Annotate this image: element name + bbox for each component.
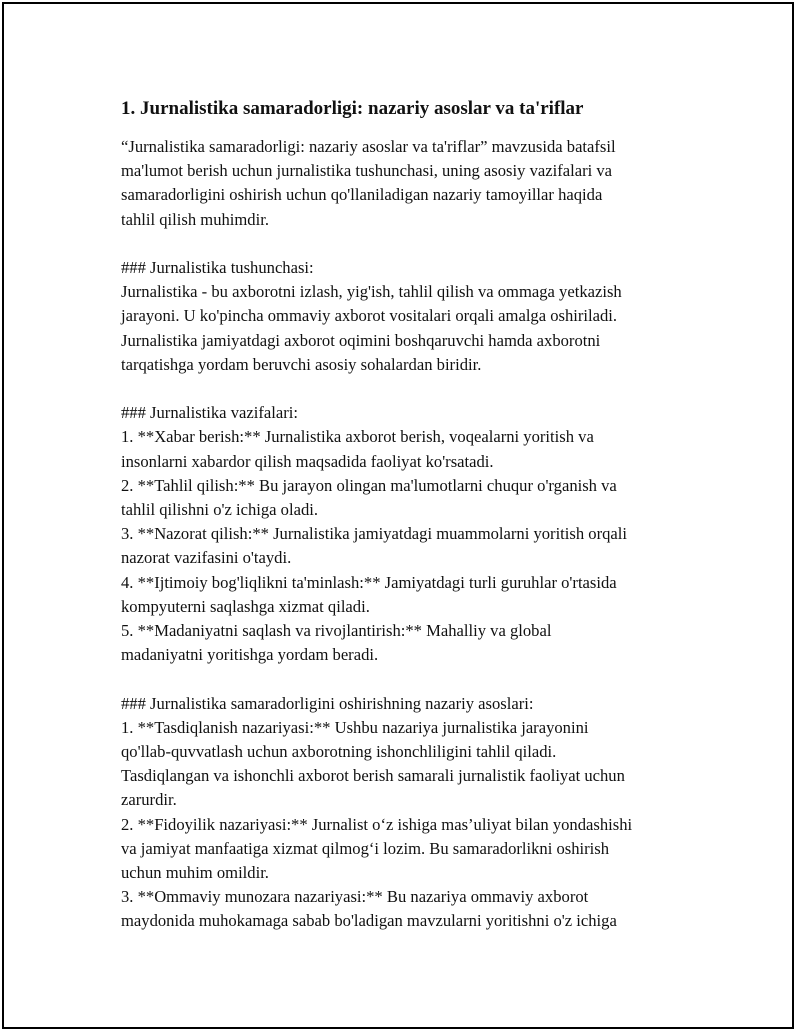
blank-line: [121, 232, 701, 256]
text-line: tarqatishga yordam beruvchi asosiy sohalardan biridir.: [121, 354, 482, 374]
blank-line: [121, 667, 701, 691]
document-body: [121, 96, 701, 934]
text-line: “Jurnalistika samaradorligi: nazariy asoslar va ta'riflar” mavzusida batafsil: [121, 137, 616, 156]
text-line: Tasdiqlangan va ishonchli axborot berish samarali jurnalistik faoliyat uchun: [121, 766, 625, 786]
text-line: kompyuterni saqlashga xizmat qiladi.: [121, 596, 370, 616]
blank-line: [121, 377, 701, 401]
text-line: insonlarni xabardor qilish maqsadida faoliyat ko'rsatadi.: [121, 451, 494, 471]
text-line: tahlil qilishni o'z ichiga oladi.: [121, 500, 319, 520]
text-line: maydonida muhokamaga sabab bo'ladigan mavzularni yoritishni o'z ichiga: [121, 911, 617, 931]
text-line: zarurdir.: [121, 790, 177, 810]
text-line: Jurnalistika jamiyatdagi axborot oqimini boshqaruvchi hamda axborotni: [121, 330, 601, 350]
text-line: uchun muhim omildir.: [121, 863, 269, 883]
text-line: Jurnalistika - bu axborotni izlash, yig'ish, tahlil qilish va ommaga yetkazish: [121, 282, 622, 302]
section-heading: ### Jurnalistika samaradorligini oshirishning nazariy asoslari:: [121, 693, 534, 713]
list-item: 5. **Madaniyatni saqlash va rivojlantirish:** Mahalliy va global: [121, 621, 552, 641]
text-line: va jamiyat manfaatiga xizmat qilmog‘i lozim. Bu samaradorlikni oshirish: [121, 838, 610, 858]
list-item: 1. **Tasdiqlanish nazariyasi:** Ushbu nazariya jurnalistika jarayonini: [121, 717, 589, 737]
list-item: 4. **Ijtimoiy bog'liqlikni ta'minlash:** Jamiyatdagi turli guruhlar o'rtasida: [121, 572, 617, 592]
list-item: 3. **Nazorat qilish:** Jurnalistika jamiyatdagi muammolarni yoritish orqali: [121, 524, 628, 544]
text-line: ma'lumot berish uchun jurnalistika tushunchasi, uning asosiy vazifalari va: [121, 161, 613, 181]
text-line: nazorat vazifasini o'taydi.: [121, 548, 292, 568]
list-item: 1. **Xabar berish:** Jurnalistika axborot berish, voqealarni yoritish va: [121, 427, 594, 447]
section-heading: ### Jurnalistika tushunchasi:: [121, 258, 314, 277]
list-item: 2. **Tahlil qilish:** Bu jarayon olingan ma'lumotlarni chuqur o'rganish va: [121, 475, 617, 495]
text-line: tahlil qilish muhimdir.: [121, 209, 269, 229]
list-item: 3. **Ommaviy munozara nazariyasi:** Bu nazariya ommaviy axborot: [121, 887, 589, 907]
text-line: qo'llab-quvvatlash uchun axborotning ishonchliligini tahlil qiladi.: [121, 742, 557, 762]
section-heading: ### Jurnalistika vazifalari:: [121, 403, 298, 423]
list-item: 2. **Fidoyilik nazariyasi:** Jurnalist o‘z ishiga mas’uliyat bilan yondashishi: [121, 814, 633, 834]
text-line: samaradorligini oshirish uchun qo'llaniladigan nazariy tamoyillar haqida: [121, 185, 603, 205]
text-line: madaniyatni yoritishga yordam beradi.: [121, 645, 379, 665]
text-line: jarayoni. U ko'pincha ommaviy axborot vositalari orqali amalga oshiriladi.: [121, 306, 618, 326]
document-title: 1. Jurnalistika samaradorligi: nazariy asoslar va ta'riflar: [121, 98, 584, 119]
page-frame: [2, 2, 794, 1029]
